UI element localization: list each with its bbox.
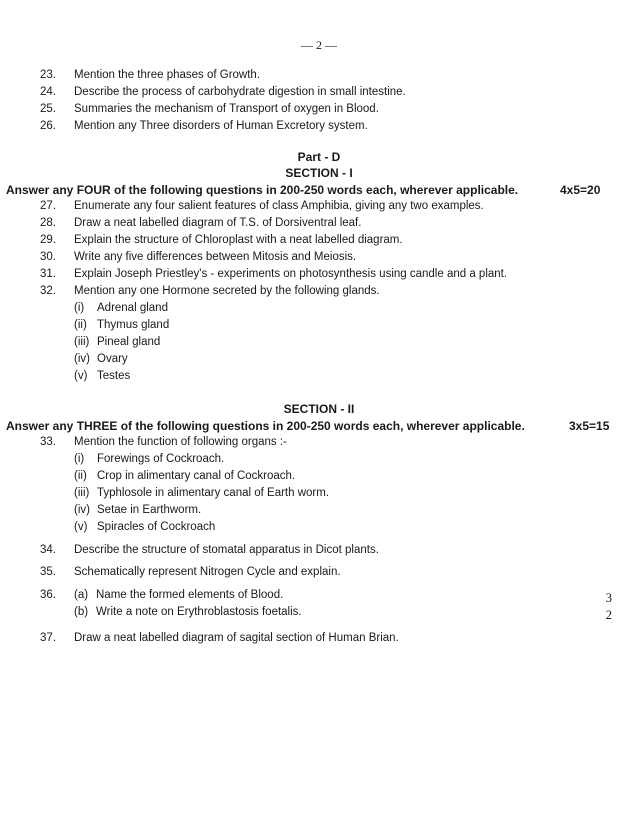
q32-sub-item [74,319,169,331]
question-number: 28. [40,217,56,229]
q33-sub-item [74,504,201,516]
section-2-instruction: Answer any THREE of the following questions in 200-250 words each, wherever applicable. [6,419,525,433]
question-text: Draw a neat labelled diagram of T.S. of Dorsiventral leaf. [74,217,362,229]
page-number: — 2 — [301,38,337,52]
section-1-title: SECTION - I [285,166,353,180]
question-23 [40,69,260,81]
sub-part-label: (a) [74,589,89,601]
question-number: 27. [40,200,56,212]
q32-sub-item [74,302,168,314]
sub-item-text: Testes [97,370,131,382]
question-text: Mention the three phases of Growth. [74,69,261,81]
question-34 [40,544,379,556]
sub-item-text: Spiracles of Cockroach [97,521,216,533]
question-36a [40,589,283,601]
sub-item-text: Setae in Earthworm. [97,504,202,516]
question-number: 32. [40,285,56,297]
question-number: 23. [40,69,56,81]
q33-sub-item [74,453,224,465]
question-32 [40,285,380,297]
question-number: 26. [40,120,56,132]
question-36b-marks: 2 [605,608,612,622]
question-number: 33. [40,436,56,448]
question-text: Summaries the mechanism of Transport of oxygen in Blood. [74,103,379,115]
sub-item-text: Thymus gland [97,319,170,331]
sub-item-text: Crop in alimentary canal of Cockroach. [97,470,296,482]
sub-item-label: (v) [74,370,88,382]
section-2-title: SECTION - II [283,402,355,416]
question-text: Name the formed elements of Blood. [96,589,284,601]
question-text: Mention any Three disorders of Human Excretory system. [74,120,368,132]
q32-sub-item [74,353,128,365]
sub-item-text: Forewings of Cockroach. [97,453,225,465]
question-text: Schematically represent Nitrogen Cycle and explain. [74,566,341,578]
question-number: 31. [40,268,56,280]
question-number: 36. [40,589,56,601]
question-33 [40,436,287,448]
sub-item-label: (i) [74,453,85,465]
question-28 [40,217,361,229]
question-text: Write any five differences between Mitosis and Meiosis. [74,251,357,263]
sub-item-label: (iii) [74,336,90,348]
q32-sub-item [74,370,130,382]
question-number: 29. [40,234,56,246]
question-text: Describe the structure of stomatal apparatus in Dicot plants. [74,544,379,556]
question-36a-marks: 3 [605,591,612,605]
question-37 [40,632,399,644]
question-text: Enumerate any four salient features of class Amphibia, giving any two examples. [74,200,484,212]
question-number: 37. [40,632,56,644]
question-text: Describe the process of carbohydrate digestion in small intestine. [74,86,406,98]
question-number: 30. [40,251,56,263]
sub-item-label: (iv) [74,504,90,516]
sub-item-text: Typhlosole in alimentary canal of Earth worm. [97,487,330,499]
sub-item-label: (i) [74,302,85,314]
sub-item-label: (iv) [74,353,90,365]
question-30 [40,251,356,263]
sub-item-label: (ii) [74,319,87,331]
question-text: Write a note on Erythroblastosis foetalis. [96,606,302,618]
sub-item-text: Adrenal gland [97,302,168,314]
question-31 [40,268,507,280]
q32-sub-item [74,336,160,348]
section-2-marks: 3x5=15 [569,419,610,433]
q33-sub-item [74,470,295,482]
question-27 [40,200,484,212]
question-text: Explain Joseph Priestley's - experiments on photosynthesis using candle and a plant. [74,268,508,280]
question-number: 35. [40,566,56,578]
sub-item-label: (iii) [74,487,90,499]
question-number: 34. [40,544,56,556]
question-24 [40,86,406,98]
question-number: 24. [40,86,56,98]
q33-sub-item [74,521,215,533]
question-26 [40,120,368,132]
question-number: 25. [40,103,56,115]
part-title: Part - D [297,150,341,164]
sub-item-label: (v) [74,521,88,533]
sub-part-label: (b) [74,606,89,618]
question-text: Mention the function of following organs :- [74,436,287,448]
question-25 [40,103,379,115]
sub-item-text: Pineal gland [97,336,161,348]
q33-sub-item [74,487,329,499]
question-35 [40,566,341,578]
question-text: Explain the structure of Chloroplast with a neat labelled diagram. [74,234,403,246]
section-1-marks: 4x5=20 [560,183,601,197]
question-text: Mention any one Hormone secreted by the following glands. [74,285,380,297]
sub-item-label: (ii) [74,470,87,482]
question-text: Draw a neat labelled diagram of sagital section of Human Brian. [74,632,399,644]
question-36b [74,606,302,618]
question-29 [40,234,403,246]
section-1-instruction: Answer any FOUR of the following questions in 200-250 words each, wherever applicable. [6,183,519,197]
sub-item-text: Ovary [97,353,128,365]
